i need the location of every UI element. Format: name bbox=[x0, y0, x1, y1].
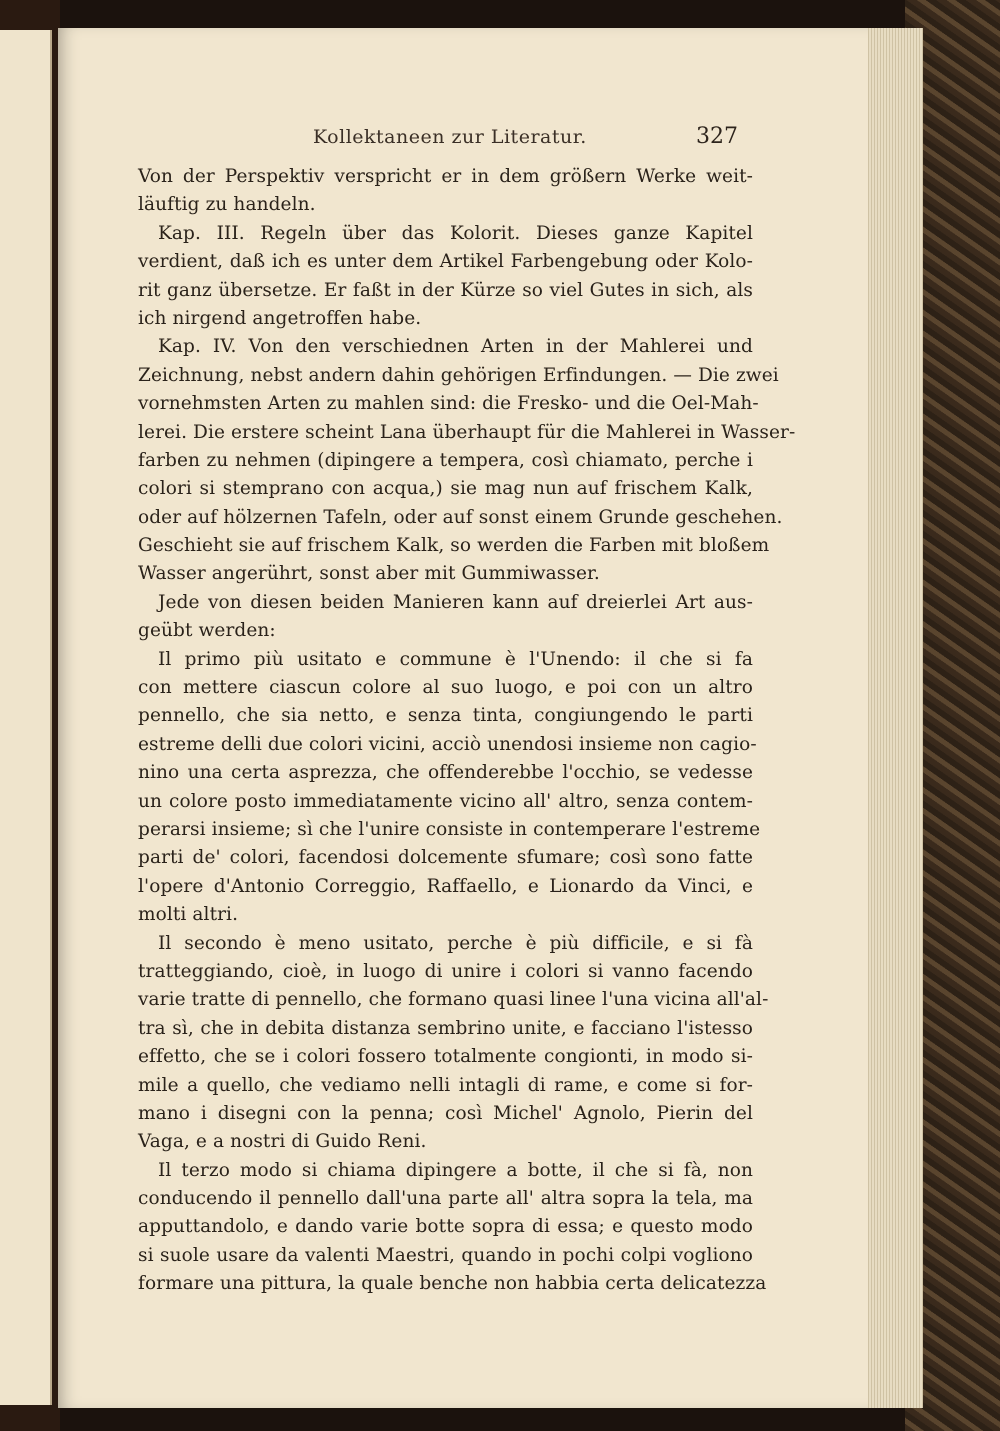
text-line: Il primo più usitato e commune è l'Unendo: il che si fa bbox=[158, 648, 753, 670]
text-line: mano i disegni con la penna; così Michel' Agnolo, Pierin del bbox=[138, 1102, 753, 1124]
text-line: parti de' colori, facendosi dolcemente sfumare; così sono fatte bbox=[138, 847, 753, 869]
text-line: Kap. III. Regeln über das Kolorit. Dieses ganze Kapitel bbox=[158, 222, 753, 244]
text-line: geübt werden: bbox=[138, 620, 276, 642]
text-line: perarsi insieme; sì che l'unire consiste in contemperare l'estreme bbox=[138, 818, 761, 840]
text-line: läuftig zu handeln. bbox=[138, 194, 316, 216]
text-line: apputtandolo, e dando varie botte sopra di essa; e questo modo bbox=[138, 1216, 753, 1238]
text-line: si suole usare da valenti Maestri, quando in pochi colpi vogliono bbox=[138, 1244, 753, 1266]
left-page-edge bbox=[0, 30, 52, 1405]
text-line: Geschieht sie auf frischem Kalk, so werden die Farben mit bloßem bbox=[138, 535, 770, 557]
text-line: effetto, che se i colori fossero totalmente congionti, in modo si- bbox=[138, 1046, 753, 1068]
text-line: varie tratte di pennello, che formano quasi linee l'una vicina all'al- bbox=[138, 989, 769, 1011]
text-line: verdient, daß ich es unter dem Artikel Farbengebung oder Kolo- bbox=[138, 251, 753, 273]
text-line: Vaga, e a nostri di Guido Reni. bbox=[138, 1131, 427, 1153]
page-stack-edges bbox=[862, 28, 923, 1408]
text-line: tratteggiando, cioè, in luogo di unire i colori si vanno facendo bbox=[138, 960, 753, 982]
page-number: 327 bbox=[696, 124, 738, 149]
text-line: Il terzo modo si chiama dipingere a botte, il che si fà, non bbox=[158, 1159, 753, 1181]
text-line: rit ganz übersetze. Er faßt in der Kürze so viel Gutes in sich, als bbox=[138, 279, 753, 301]
text-line: Il secondo è meno usitato, perche è più difficile, e si fà bbox=[158, 932, 753, 954]
text-line: Zeichnung, nebst andern dahin gehörigen Erfindungen. — Die zwei bbox=[138, 364, 779, 386]
text-line: Wasser angerührt, sonst aber mit Gummiwasser. bbox=[138, 563, 600, 585]
text-line: ich nirgend angetroffen habe. bbox=[138, 307, 422, 329]
text-line: l'opere d'Antonio Correggio, Raffaello, e Lionardo da Vinci, e bbox=[138, 875, 753, 897]
text-line: colori si stemprano con acqua,) sie mag nun auf frischem Kalk, bbox=[138, 478, 753, 500]
text-line: estreme delli due colori vicini, acciò unendosi insieme non cagio- bbox=[138, 733, 757, 755]
text-line: tra sì, che in debita distanza sembrino unite, e facciano l'istesso bbox=[138, 1017, 753, 1039]
text-line: un colore posto immediatamente vicino all' altro, senza contem- bbox=[138, 790, 753, 812]
text-line: farben zu nehmen (dipingere a tempera, così chiamato, perche i bbox=[138, 449, 753, 471]
book-page bbox=[58, 28, 868, 1408]
text-line: oder auf hölzernen Tafeln, oder auf sonst einem Grunde geschehen. bbox=[138, 506, 783, 528]
text-line: formare una pittura, la quale benche non habbia certa delicatezza bbox=[138, 1273, 767, 1295]
text-line: lerei. Die erstere scheint Lana überhaupt für die Mahlerei in Wasser- bbox=[138, 421, 796, 443]
text-line: conducendo il pennello dall'una parte all' altra sopra la tela, ma bbox=[138, 1188, 753, 1210]
text-line: mile a quello, che vediamo nelli intagli di rame, e come si for- bbox=[138, 1074, 753, 1096]
text-line: molti altri. bbox=[138, 904, 239, 926]
text-line: pennello, che sia netto, e senza tinta, congiungendo le parti bbox=[138, 705, 753, 727]
running-header bbox=[58, 126, 868, 156]
running-title: Kollektaneen zur Literatur. bbox=[313, 126, 587, 148]
text-line: Von der Perspektiv verspricht er in dem größern Werke weit- bbox=[138, 166, 753, 187]
text-line: con mettere ciascun colore al suo luogo, e poi con un altro bbox=[138, 677, 753, 699]
text-line: Kap. IV. Von den verschiednen Arten in der Mahlerei und bbox=[158, 336, 753, 358]
body-text bbox=[138, 163, 796, 1299]
text-line: nino una certa asprezza, che offenderebbe l'occhio, se vedesse bbox=[138, 762, 753, 784]
text-line: vornehmsten Arten zu mahlen sind: die Fresko- und die Oel-Mah- bbox=[138, 393, 759, 415]
text-line: Jede von diesen beiden Manieren kann auf dreierlei Art aus- bbox=[158, 591, 753, 613]
